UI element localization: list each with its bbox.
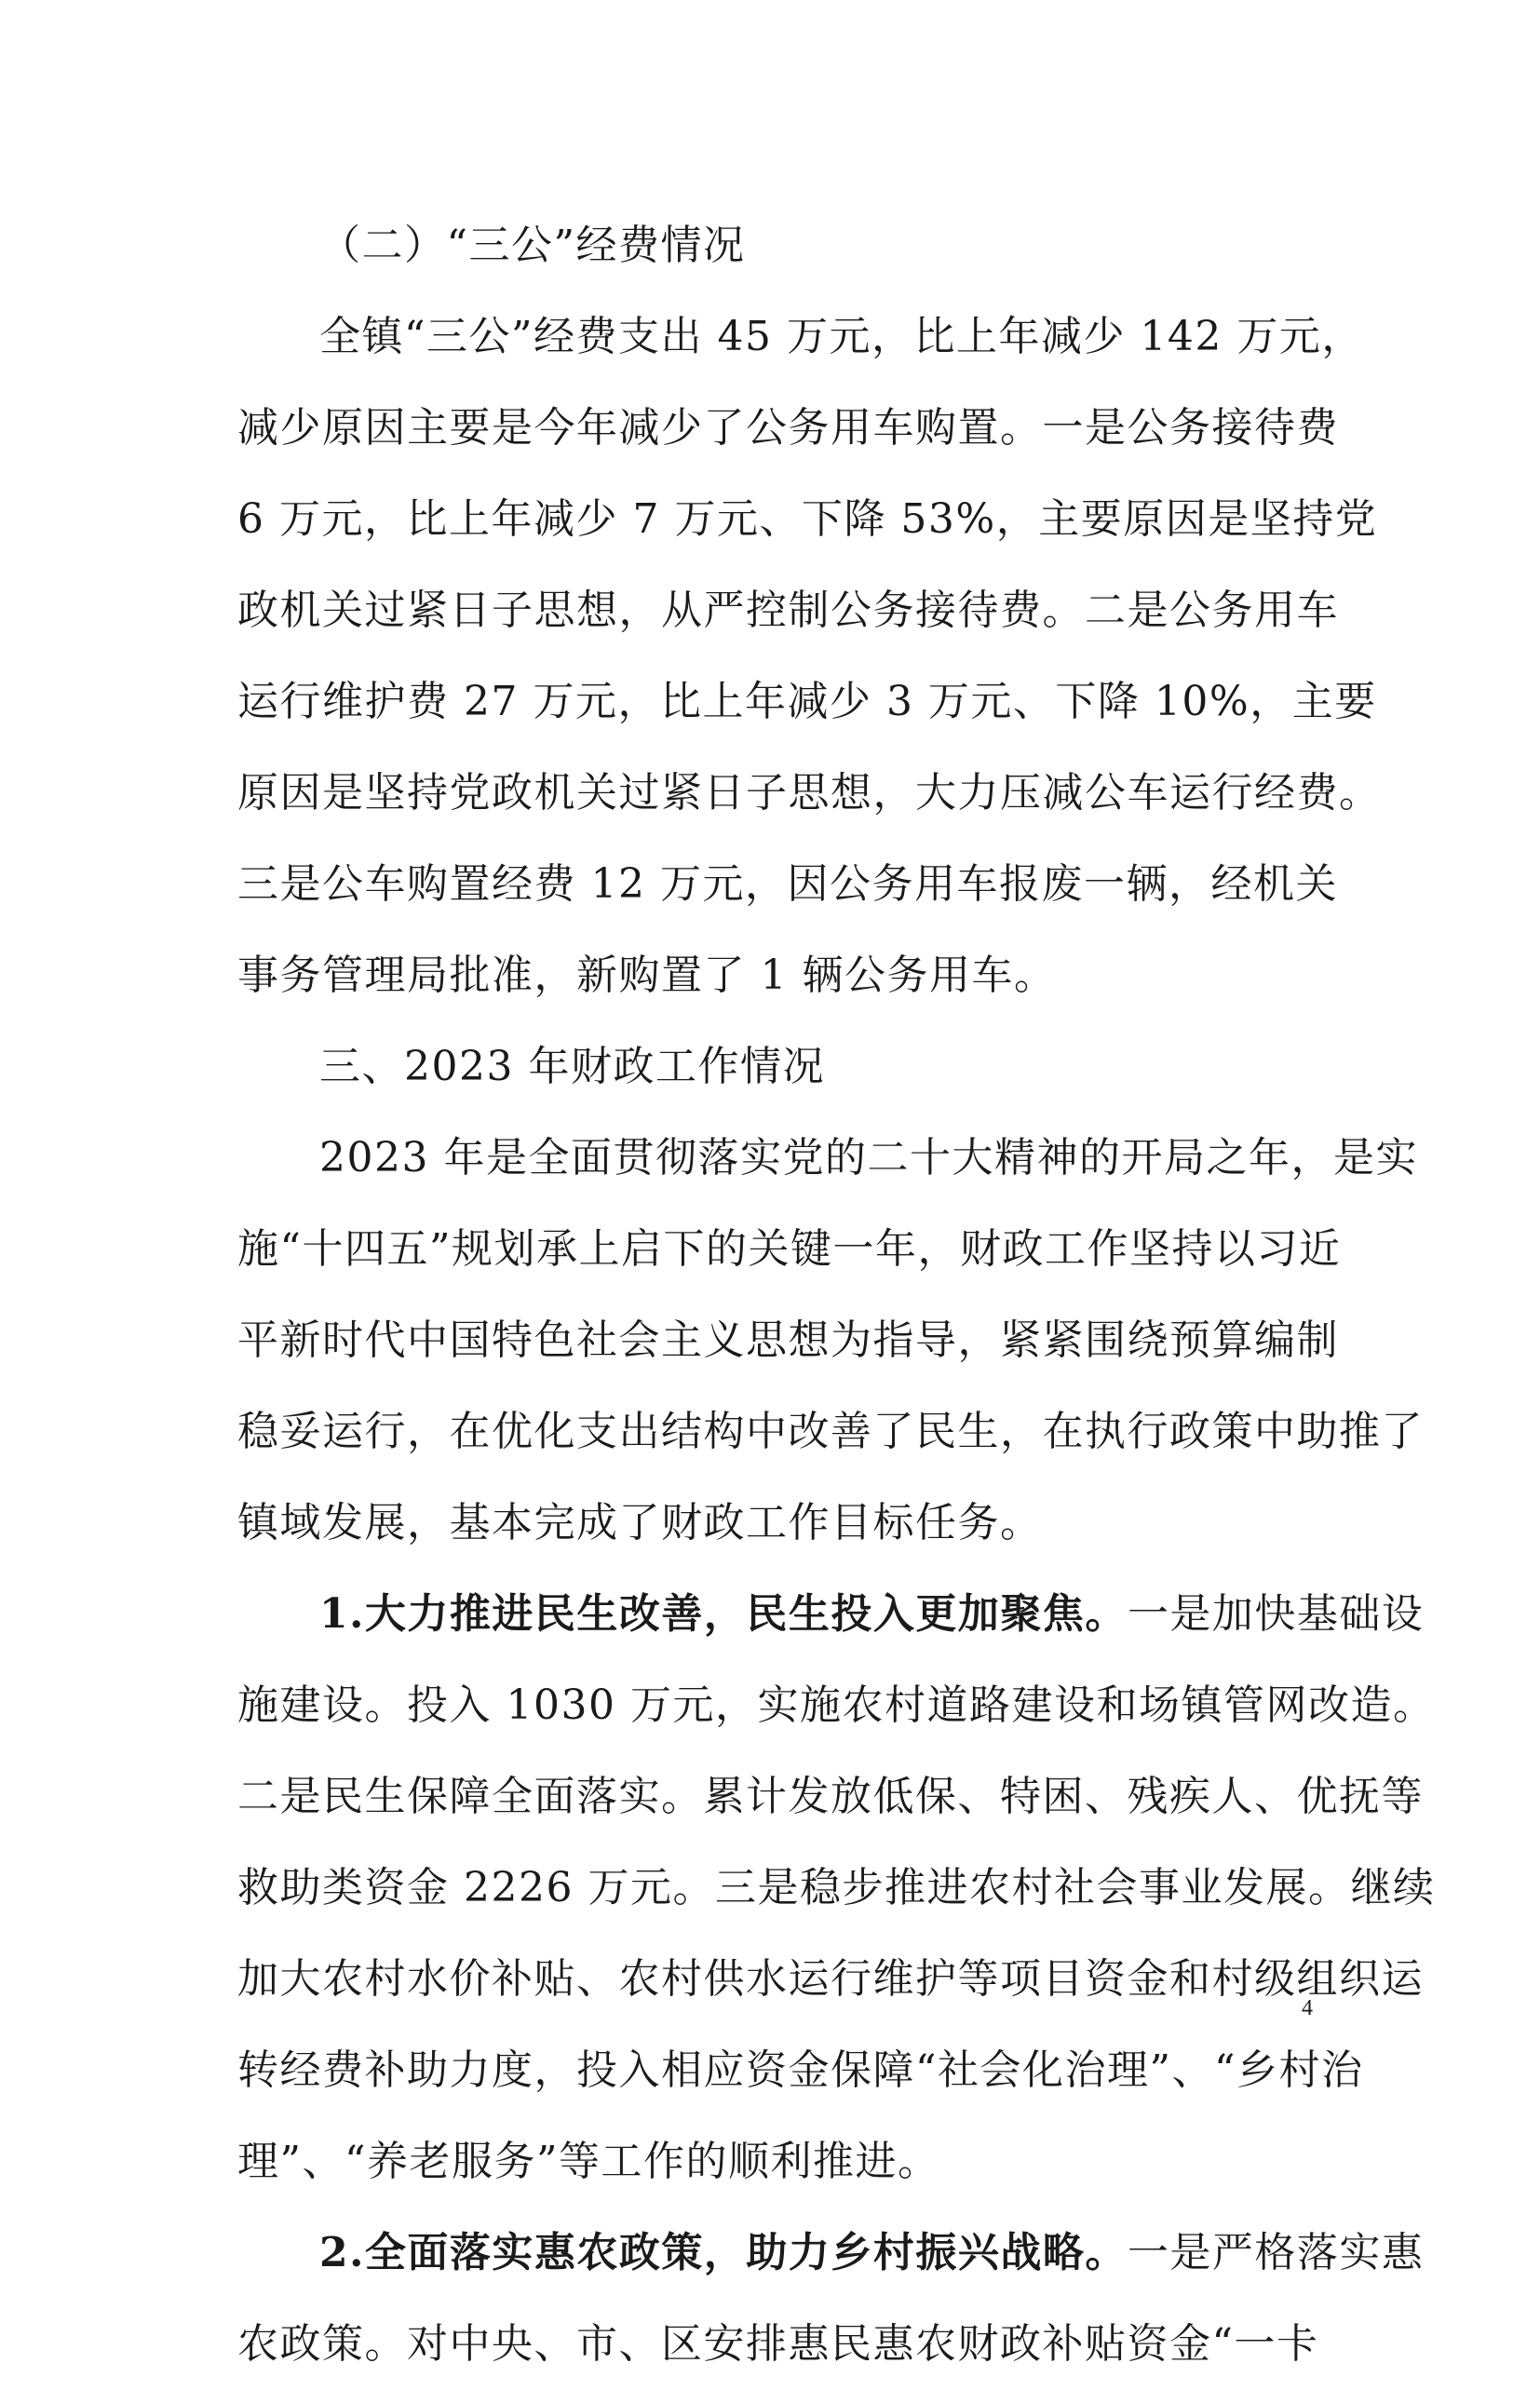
paragraph-sangong-expenses xyxy=(237,291,1382,1021)
paragraph-line: 原因是坚持党政机关过紧日子思想，大力压减公车运行经费。 xyxy=(237,769,1382,817)
paragraph-line: 施建设。投入 1030 万元，实施农村道路建设和场镇管网改造。 xyxy=(237,1681,1436,1729)
paragraph-first-line xyxy=(237,1569,1425,1660)
paragraph-line: 施“十四五”规划承上启下的关键一年，财政工作坚持以习近 xyxy=(237,1225,1342,1273)
paragraph-line: 农政策。对中央、市、区安排惠民惠农财政补贴资金“一卡 xyxy=(237,2320,1319,2368)
section-heading-sangong: （二）“三公”经费情况 xyxy=(319,222,746,269)
paragraph-line: 转经费补助力度，投入相应资金保障“社会化治理”、“乡村治 xyxy=(237,2046,1364,2094)
paragraph-line: 平新时代中国特色社会主义思想为指导，紧紧围绕预算编制 xyxy=(237,1317,1339,1364)
paragraph-line: 全镇“三公”经费支出 45 万元，比上年减少 142 万元， xyxy=(319,313,1364,360)
paragraph-line: 2023 年是全面贯彻落实党的二十大精神的开局之年，是实 xyxy=(319,1134,1418,1181)
section-heading-2023-fiscal-work: 三、2023 年财政工作情况 xyxy=(319,1043,825,1090)
paragraph-line: 6 万元，比上年减少 7 万元、下降 53%，主要原因是坚持党 xyxy=(237,495,1378,543)
paragraph-line: 事务管理局批准，新购置了 1 辆公务用车。 xyxy=(237,952,1057,999)
paragraph-line: 理”、“养老服务”等工作的顺利推进。 xyxy=(237,2138,940,2185)
paragraph-line: 稳妥运行，在优化支出结构中改善了民生，在执行政策中助推了 xyxy=(237,1408,1424,1455)
paragraph-line: 减少原因主要是今年减少了公务用车购置。一是公务接待费 xyxy=(237,404,1339,452)
paragraph-agricultural-policy xyxy=(237,2208,1425,2390)
paragraph-2023-overview xyxy=(237,1113,1424,1569)
paragraph-line: 运行维护费 27 万元，比上年减少 3 万元、下降 10%，主要 xyxy=(237,678,1377,725)
paragraph-line: 政机关过紧日子思想，从严控制公务接待费。二是公务用车 xyxy=(237,587,1339,634)
paragraph-line: 加大农村水价补贴、农村供水运行维护等项目资金和村级组织运 xyxy=(237,1955,1424,2003)
paragraph-line: 救助类资金 2226 万元。三是稳步推进农村社会事业发展。继续 xyxy=(237,1864,1436,1911)
page-number: 4 xyxy=(1302,1996,1313,2020)
first-line-rest: 一是加快基础设 xyxy=(1127,1590,1425,1638)
paragraph-line: 二是民生保障全面落实。累计发放低保、特困、残疾人、优抚等 xyxy=(237,1773,1424,1820)
paragraph-livelihood xyxy=(237,1569,1436,2208)
bold-lead-agricultural: 2.全面落实惠农政策，助力乡村振兴战略。 xyxy=(319,2229,1128,2276)
paragraph-line: 三是公车购置经费 12 万元，因公务用车报废一辆，经机关 xyxy=(237,860,1338,908)
paragraph-line: 镇域发展，基本完成了财政工作目标任务。 xyxy=(237,1499,1043,1546)
page-body xyxy=(237,200,1436,2390)
paragraph-first-line xyxy=(237,2208,1425,2299)
first-line-rest: 一是严格落实惠 xyxy=(1127,2229,1425,2276)
bold-lead-livelihood: 1.大力推进民生改善，民生投入更加聚焦。 xyxy=(319,1590,1128,1638)
